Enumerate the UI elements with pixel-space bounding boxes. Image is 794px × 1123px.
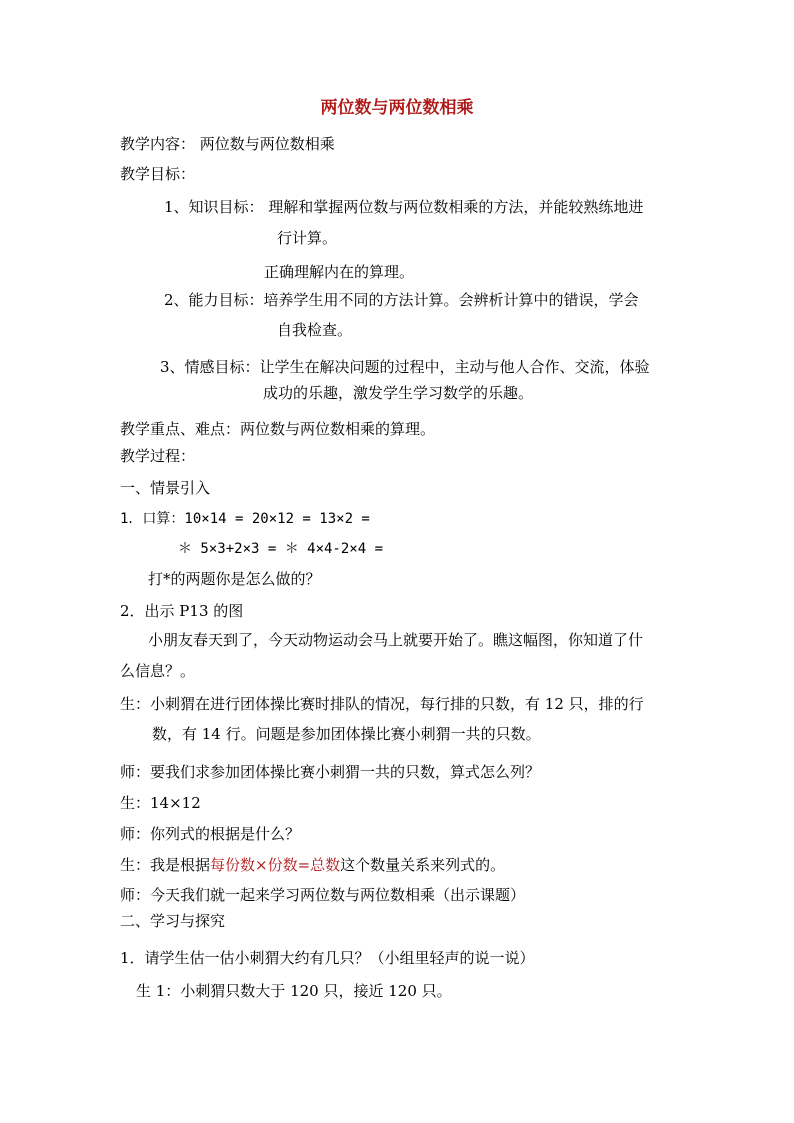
intro-paragraph-cont: 么信息？。 — [120, 662, 196, 680]
estimate-question: 1．请学生估一估小刺猬大约有几只？（小组里轻声的说一说） — [120, 949, 535, 967]
teacher-topic-intro: 师：今天我们就一起来学习两位数与两位数相乘（出示课题） — [120, 886, 526, 904]
ability-objective-cont: 自我检查。 — [277, 321, 353, 339]
starred-calc-line: ＊ 5×3+2×3 = ＊ 4×4-2×4 = — [178, 541, 384, 557]
student-basis-answer — [120, 855, 505, 875]
knowledge-objective-extra: 正确理解内在的算理。 — [264, 263, 415, 281]
starred-question: 打*的两题你是怎么做的？ — [148, 570, 321, 588]
key-points: 教学重点、难点：两位数与两位数相乘的算理。 — [120, 420, 436, 438]
knowledge-objective-cont: 行计算。 — [277, 229, 338, 247]
oral-calc-line: 1．口算：10×14 = 20×12 = 13×2 = — [120, 511, 370, 527]
teacher-question: 师：要我们求参加团体操比赛小刺猬一共的只数，算式怎么列？ — [120, 763, 541, 781]
teacher-basis-question: 师：你列式的根据是什么？ — [120, 825, 301, 843]
basis-highlight: 每份数×份数=总数 — [210, 856, 341, 874]
section-one-heading: 一、情景引入 — [120, 479, 211, 497]
page-title: 两位数与两位数相乘 — [320, 98, 474, 118]
knowledge-objective: 1、知识目标： 理解和掌握两位数与两位数相乘的方法，并能较熟练地进 — [164, 198, 644, 216]
student-answer-cont: 数，有 14 行。问题是参加团体操比赛小刺猬一共的只数。 — [152, 725, 541, 743]
section-two-heading: 二、学习与探究 — [120, 912, 226, 930]
show-picture-line: 2．出示 P13 的图 — [120, 602, 244, 620]
process-heading: 教学过程： — [120, 447, 196, 465]
basis-prefix: 生：我是根据 — [120, 856, 211, 874]
student-answer: 生：小刺猬在进行团体操比赛时排队的情况，每行排的只数，有 12 只，排的行 — [120, 695, 644, 713]
emotion-objective: 3、情感目标：让学生在解决问题的过程中，主动与他人合作、交流，体验 — [160, 358, 650, 376]
student-formula: 生：14×12 — [120, 794, 201, 812]
teaching-content: 教学内容： 两位数与两位数相乘 — [120, 135, 335, 153]
basis-suffix: 这个数量关系来列式的。 — [340, 856, 506, 874]
ability-objective: 2、能力目标：培养学生用不同的方法计算。会辨析计算中的错误，学会 — [164, 291, 639, 309]
teaching-objectives-heading: 教学目标： — [120, 165, 196, 183]
emotion-objective-cont: 成功的乐趣，激发学生学习数学的乐趣。 — [263, 384, 534, 402]
student1-answer: 生 1：小刺猬只数大于 120 只，接近 120 只。 — [136, 982, 452, 1000]
intro-paragraph: 小朋友春天到了，今天动物运动会马上就要开始了。瞧这幅图，你知道了什 — [148, 631, 644, 649]
